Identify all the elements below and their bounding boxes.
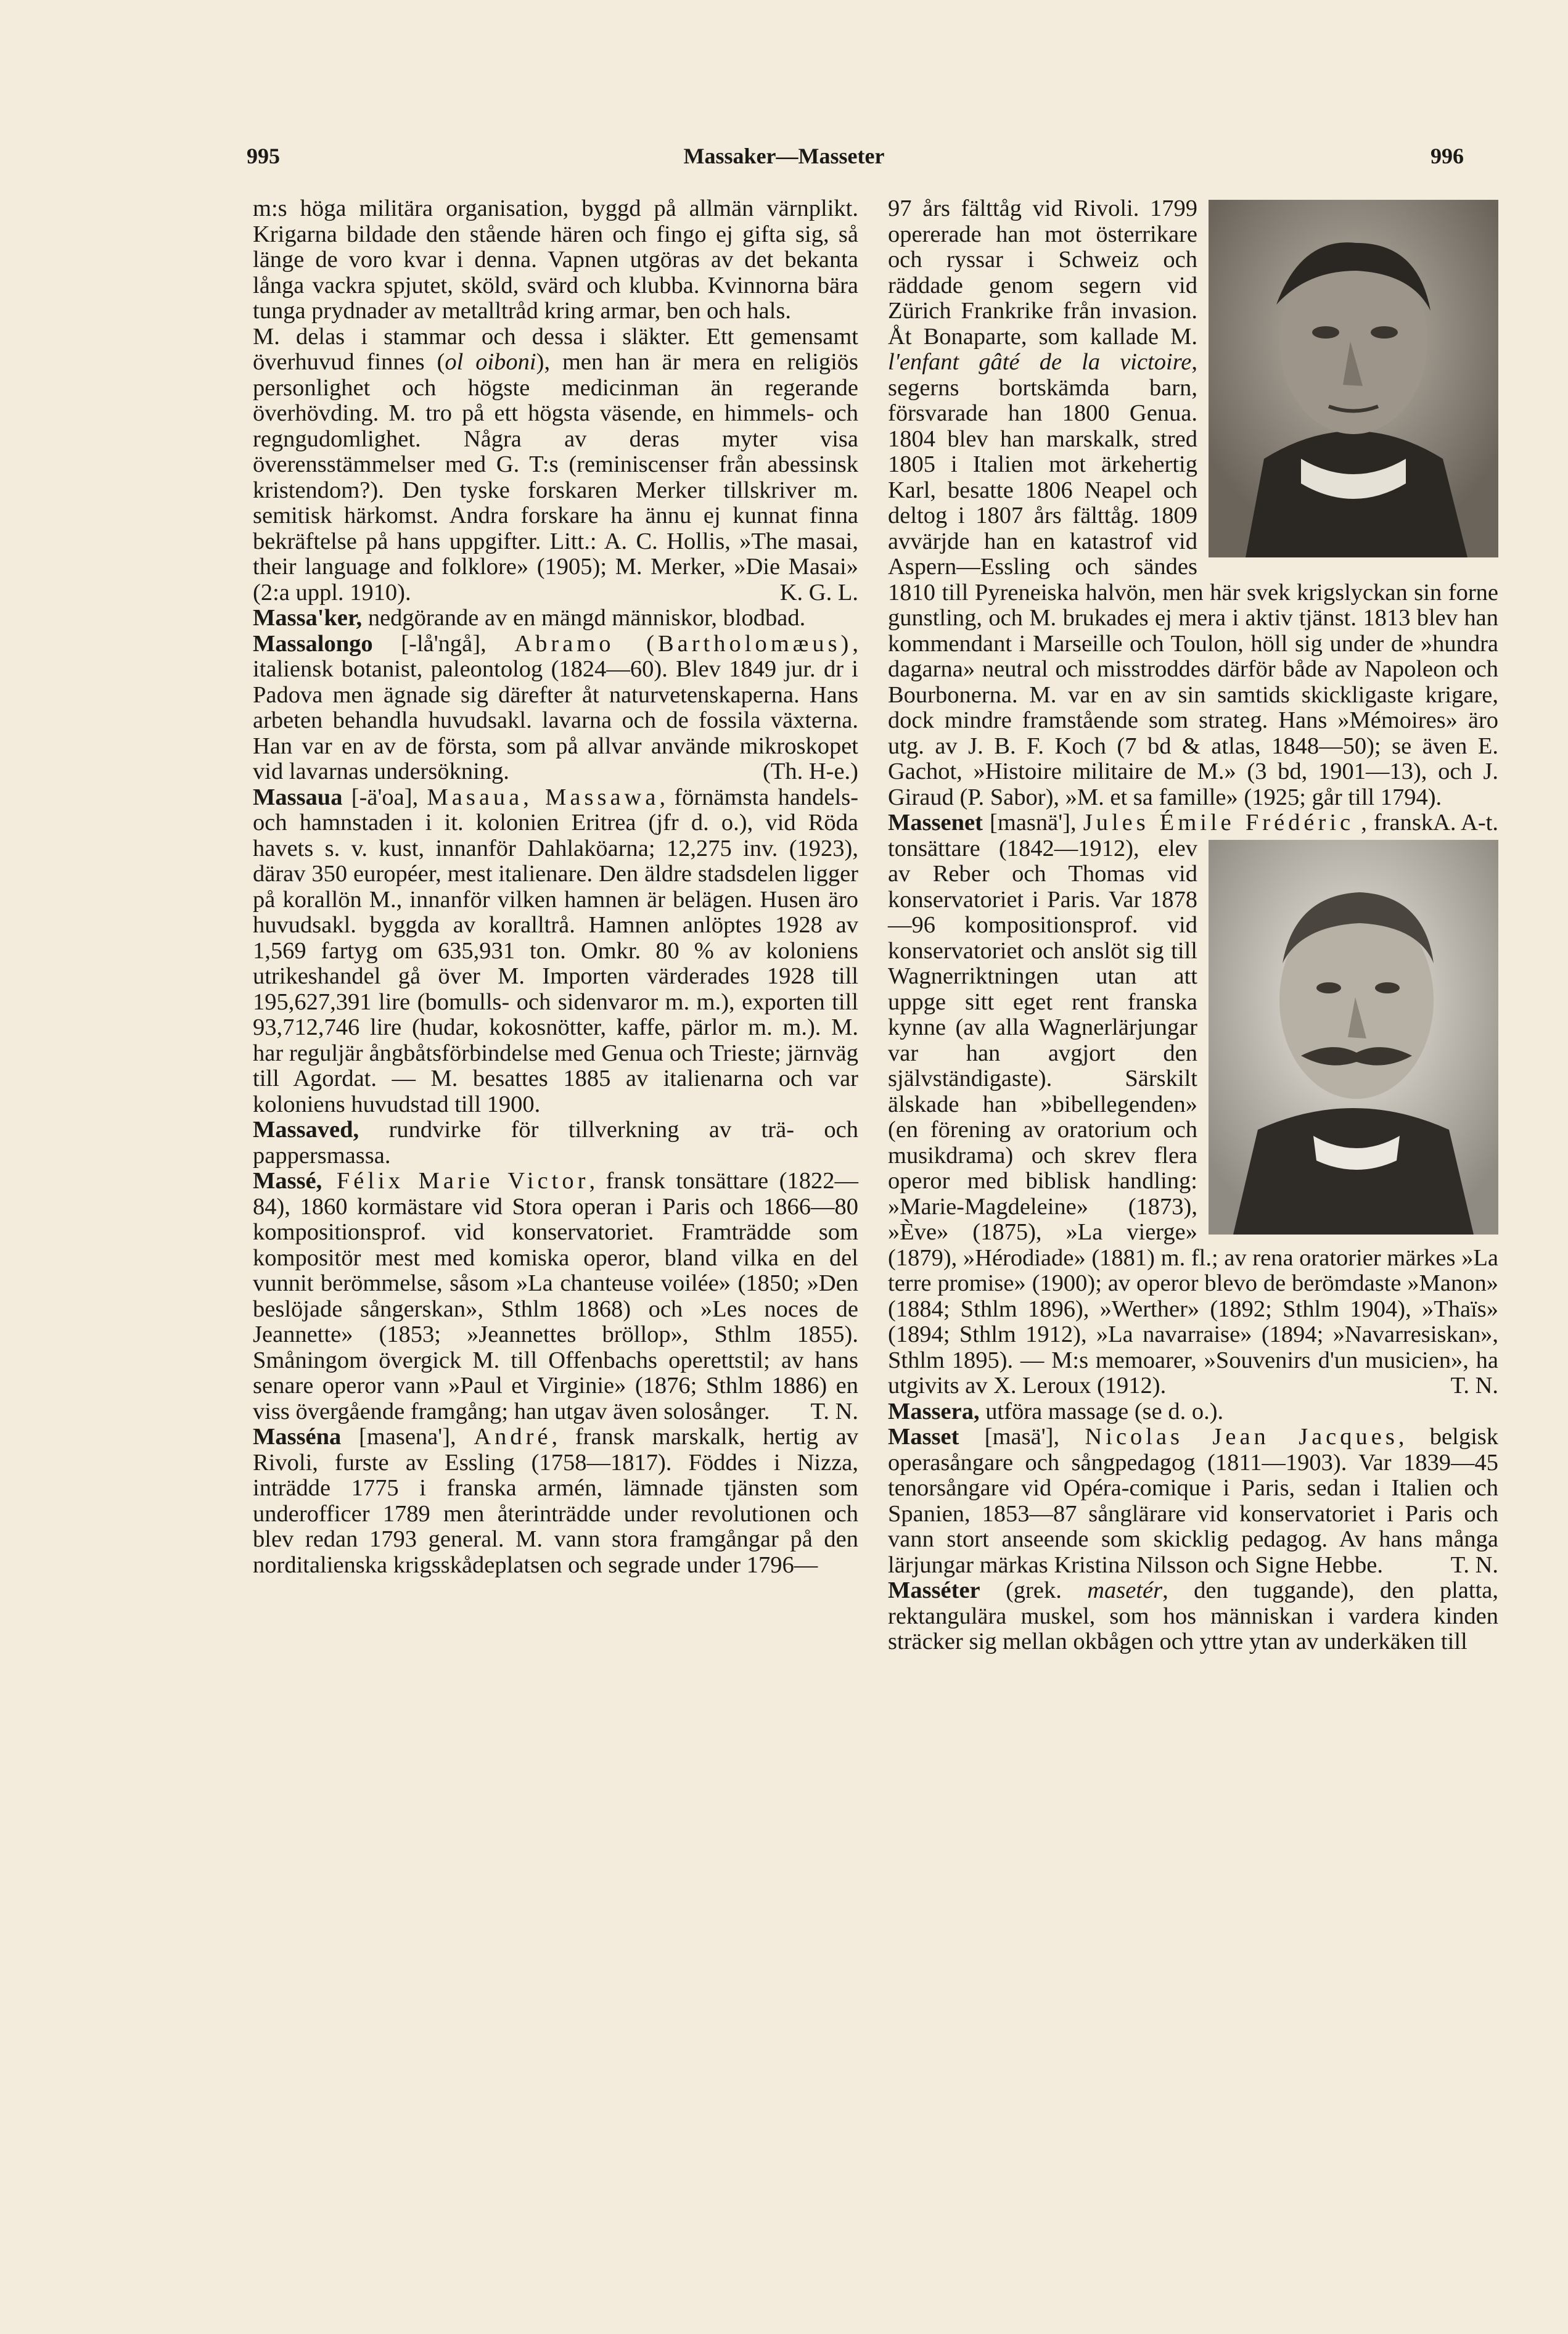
entry-headword: Massaua bbox=[253, 784, 343, 810]
entry-massena-continued: 97 års fälttåg vid Rivoli. 1799 opererade han mot österrikare och ryssar i Schweiz och räddade genom segern vid Zürich Frankrike från invasion. Åt Bonaparte, som kallade M. l'enfant gâté de la victoire, segerns bortskämda barn, försvarade han 1800 Genua. 1804 blev han marskalk, stred 1805 i Italien mot ärkehertig Karl, besatte 1806 Neapel och deltog i 1807 års fälttåg. 1809 avvärjde han en katastrof vid Aspern—Essling och sändes 1810 till Pyreneiska halvön, men här svek krigslyckan sin forne gunstling, och M. brukades ej mera i aktiv tjänst. 1813 blev han kommendant i Marseille och Toulon, höll sig under de »hundra dagarna» neutral och misstroddes därför både av Napoleon och Bourbonerna. M. var en av sin samtids skickligaste krigare, dock mindre framstående som strateg. Hans »Mémoires» äro utg. av J. B. F. Koch (7 bd & atlas, 1848—50); se även E. Gachot, »Histoire militaire de M.» (3 bd, 1901—13), och J. Giraud (P. Sabor), »M. et sa famille» (1925; går till 1794). A. A-t. bbox=[888, 195, 1498, 836]
entry-massena: Masséna [masena'], André, fransk marskalk, hertig av Rivoli, furste av Essling (1758—1817). Föddes i Nizza, inträdde 1775 i franska armén, lämnade tjänsten som underofficer 1789 men återinträdde under revolutionen och blev redan 1793 general. M. vann stora framgångar på den norditalienska krigsskådeplatsen och segrade under 1796— bbox=[253, 1424, 858, 1578]
masai-paragraph-2: M. delas i stammar och dessa i släkter. Ett gemensamt överhuvud finnes (ol oiboni), men han är mera en religiös personlighet och högste medicinman än regerande överhövding. M. tro på ett högsta väsende, en himmels- och regngudomlighet. Några av deras myter visa överensstämmelser med G. T:s (reminiscenser från abessinsk kristendom?). Den tyske forskaren Merker tillskriver m. semitisk härkomst. Andra forskare ha ännu ej kunnat finna bekräftelse på hans uppgifter. Litt.: A. C. Hollis, »The masai, their language and folklore» (1905); M. Merker, »Die Masai» (2:a uppl. 1910). K. G. L. bbox=[253, 323, 859, 606]
entry-massaker: Massa'ker, nedgörande av en mängd människor, blodbad. bbox=[253, 605, 806, 631]
entry-masseter: Masséter (grek. masetér, den tuggande), den platta, rektangulära muskel, som hos människan i vardera kinden sträcker sig mellan okbågen och yttre ytan av underkäken till bbox=[888, 1577, 1499, 1654]
page-header bbox=[0, 143, 1568, 180]
entry-headword: Massenet bbox=[888, 810, 983, 836]
entry-massaua: Massaua [-ä'oa], Masaua, Massawa, förnämsta handels- och hamnstaden i it. kolonien Eritrea (jfr d. o.), vid Röda havets s. v. kust, innanför Dahlaköarna; 12,275 inv. (1923), därav 350 européer, mest italienare. Den äldre stadsdelen ligger på korallön M., innanför vilken hamnen är belägen. Husen äro huvudsakl. byggda av koralltrå. Hamnen anlöptes 1928 av 1,569 fartyg om 635,931 ton. Omkr. 80 % av koloniens utrikeshandel gå över M. Importen värderades 1928 till 195,627,391 lire (bomulls- och sidenvaror m. m.), exporten till 93,712,746 lire (hudar, kokosnötter, kaffe, pärlor m. m.). M. har reguljär ångbåtsförbindelse med Genua och Trieste; järnväg till Agordat. — M. besattes 1885 av italienarna och var koloniens huvudstad till 1900. bbox=[253, 784, 859, 1117]
portrait-massenet bbox=[1209, 840, 1498, 1235]
portrait-massenet-image bbox=[1209, 840, 1498, 1235]
running-title: Massaker—Masseter bbox=[683, 144, 885, 168]
entry-massenet: Massenet [masnä'], Jules Émile Frédéric , fransk tonsättare (1842—1912), elev av Reber och Thomas vid konservatoriet i Paris. Var 1878—96 kompositionsprof. vid konservatoriet och anslöt sig till Wagnerriktningen utan att uppge sitt eget rent franska kynne (av alla Wagnerlärjungar var han avgjort den självständigaste). Särskilt älskade han »bibellegenden» (en förening av oratorium och musikdrama) och skrev flera operor med biblisk handling: »Marie-Magdeleine» (1873), »Ève» (1875), »La vierge» (1879), »Hérodiade» (1881) m. fl.; av rena oratorier märkes »La terre promise» (1900); av operor blevo de berömdaste »Manon» (1884; Sthlm 1896), »Werther» (1892; Sthlm 1904), »Thaïs» (1894; Sthlm 1912), »La navarraise» (1894; »Navarresiskan», Sthlm 1895). — M:s memoarer, »Souvenirs d'un musicien», ha utgivits av X. Leroux (1912). T. N. bbox=[888, 810, 1498, 1399]
entry-headword: Masset bbox=[888, 1424, 959, 1450]
signature: A. A-t. bbox=[1433, 810, 1498, 836]
entry-headword: Massé, bbox=[253, 1168, 322, 1194]
entry-massaved: Massaved, rundvirke för tillverkning av trä- och pappersmassa. bbox=[253, 1117, 858, 1169]
entry-massera: Massera, utföra massage (se d. o.). bbox=[888, 1398, 1224, 1424]
entry-headword: Massalongo bbox=[253, 630, 373, 657]
entry-headword: Massa'ker, bbox=[253, 605, 363, 631]
page-number-right: 996 bbox=[1430, 144, 1464, 168]
portrait-massena-image bbox=[1209, 200, 1498, 557]
signature: T. N. bbox=[1450, 1551, 1498, 1578]
entry-masset: Masset [masä'], Nicolas Jean Jacques, belgisk operasångare och sångpedagog (1811—1903). Var 1839—45 tenorsångare vid Opéra-comique i Paris, sedan i Italien och Spanien, 1853—87 sånglärare vid konservatoriet i Paris och vann stort anseende som skicklig pedagog. Av hans många lärjungar märkas Kristina Nilsson och Signe Hebbe. T. N. bbox=[888, 1424, 1499, 1578]
left-column bbox=[253, 196, 858, 1578]
entry-headword: Massaved, bbox=[253, 1117, 359, 1143]
entry-headword: Masséna bbox=[253, 1424, 342, 1450]
entry-headword: Massera, bbox=[888, 1398, 980, 1424]
signature: (Th. H-e.) bbox=[763, 758, 858, 784]
portrait-massena bbox=[1209, 200, 1498, 557]
signature: K. G. L. bbox=[779, 579, 858, 606]
entry-massalongo: Massalongo [-lå'ngå], Abramo (Bartholomæus), italiensk botanist, paleontolog (1824—60). Blev 1849 jur. dr i Padova men ägnade sig därefter åt naturvetenskaperna. Hans arbeten behandla huvudsakl. lavarna och de fossila växterna. Han var en av de första, som på allvar använde mikroskopet vid lavarnas undersökning. (Th. H-e.) bbox=[253, 630, 858, 784]
entry-masse: Massé, Félix Marie Victor, fransk tonsättare (1822—84), 1860 kormästare vid Stora operan i Paris och 1866—80 kompositionsprof. vid konservatoriet. Framträdde som kompositör mest med komiska operor, bland vilka en del vunnit berömmelse, såsom »La chanteuse voilée» (1850; »Den beslöjade sångerskan», Sthlm 1868) och »Les noces de Jeannette» (1853; »Jeannettes bröllop», Sthlm 1855). Småningom övergick M. till Offenbachs operettstil; av hans senare operor vann »Paul et Virginie» (1876; Sthlm 1886) en viss övergående framgång; han utgav även solosånger. T. N. bbox=[253, 1168, 858, 1424]
signature: T. N. bbox=[810, 1398, 858, 1424]
page-number-left: 995 bbox=[247, 144, 280, 168]
masai-paragraph-1: m:s höga militära organisation, byggd på allmän värnplikt. Krigarna bildade den stående hären och fingo ej gifta sig, så länge de voro kvar i denna. Vapnen utgöras av det bekanta långa vackra spjutet, sköld, svärd och klubba. Kvinnorna bära tunga prydnader av metalltråd kring armar, ben och hals. bbox=[253, 195, 858, 324]
entry-headword: Masséter bbox=[888, 1577, 980, 1603]
signature: T. N. bbox=[1450, 1373, 1498, 1399]
right-column bbox=[888, 196, 1498, 1655]
